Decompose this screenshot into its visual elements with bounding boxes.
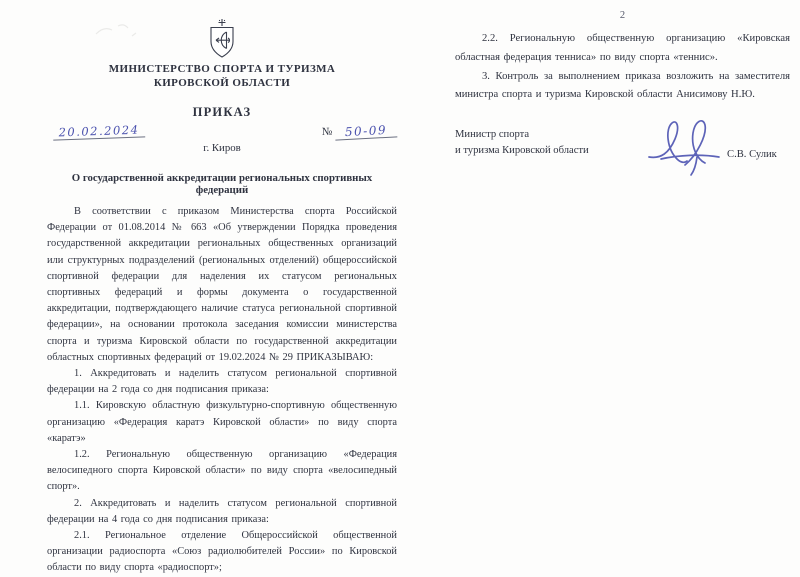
ministry-name-line2: КИРОВСКОЙ ОБЛАСТИ [153, 77, 291, 89]
signer-position-line1: Министр спорта [455, 129, 530, 141]
city-line: г. Киров [203, 142, 241, 154]
document-type-heading: ПРИКАЗ [192, 105, 252, 119]
paragraph-item-2: 2. Аккредитовать и наделить статусом региональной спортивной федерации на 4 года со дня подписания приказа: [47, 497, 397, 525]
kirov-coat-of-arms-icon [207, 18, 237, 60]
handwritten-date: 20.02.2024 [53, 122, 145, 140]
paragraph-item-2-1: 2.1. Региональное отделение Общероссийской общественной организации радиоспорта «Союз радиолюбителей России» по Кировской области по виду спорта «радиоспорт»; [47, 530, 397, 574]
paragraph-item-3: 3. Контроль за выполнением приказа возложить на заместителя министра спорта и туризма Кировской области Анисимову Н.Ю. [455, 70, 790, 101]
ministry-name-line1: МИНИСТЕРСТВО СПОРТА И ТУРИЗМА [108, 63, 336, 75]
paragraph-item-2-2: 2.2. Региональную общественную организацию «Кировская областная федерация тенниса» по виду спорта «теннис». [455, 33, 790, 63]
page1-body [47, 204, 397, 577]
signer-name: С.В. Сулик [727, 149, 777, 161]
order-page-1 [47, 18, 397, 577]
number-sign-label: № [321, 126, 333, 138]
emblem-wrap [47, 18, 397, 62]
paragraph-preamble: В соответствии с приказом Министерства спорта Российской Федерации от 01.08.2014 № 663 «Об утверждении Порядка проведения государственной аккредитации региональных общественных организаций или структурных подразделений (региональных отделений) общероссийской спортивной федерации для наделения их статусом региональных спортивных федераций и формы документа о государственной аккредитации, подтверждающего наличие статуса региональной спортивной федерации», на основании протокола заседания комиссии министерства спорта и туризма Кировской области по государственной аккредитации областных спортивных федераций от 19.02.2024 № 29 ПРИКАЗЫВАЮ: [47, 206, 397, 363]
signer-position-line2: и туризма Кировской области [455, 145, 589, 157]
handwritten-signature [645, 115, 735, 177]
paragraph-item-1: 1. Аккредитовать и наделить статусом региональной спортивной федерации на 2 года со дня подписания приказа: [47, 368, 397, 396]
handwritten-number: 50-09 [335, 122, 398, 140]
paragraph-item-1-2: 1.2. Региональную общественную организацию «Федерация велосипедного спорта Кировской области» по виду спорта «велосипедный спорт». [47, 449, 397, 493]
order-page-2 [455, 10, 790, 217]
page-number: 2 [619, 10, 626, 21]
page2-body [455, 30, 790, 105]
date-number-row [47, 122, 397, 158]
paragraph-item-1-1: 1.1. Кировскую областную физкультурно-спортивную общественную организацию «Федерация каратэ Кировской области» по виду спорта «каратэ» [47, 400, 397, 444]
order-title: О государственной аккредитации региональных спортивных федераций [71, 172, 373, 196]
signature-block [455, 127, 790, 217]
document-number-field [322, 124, 397, 139]
